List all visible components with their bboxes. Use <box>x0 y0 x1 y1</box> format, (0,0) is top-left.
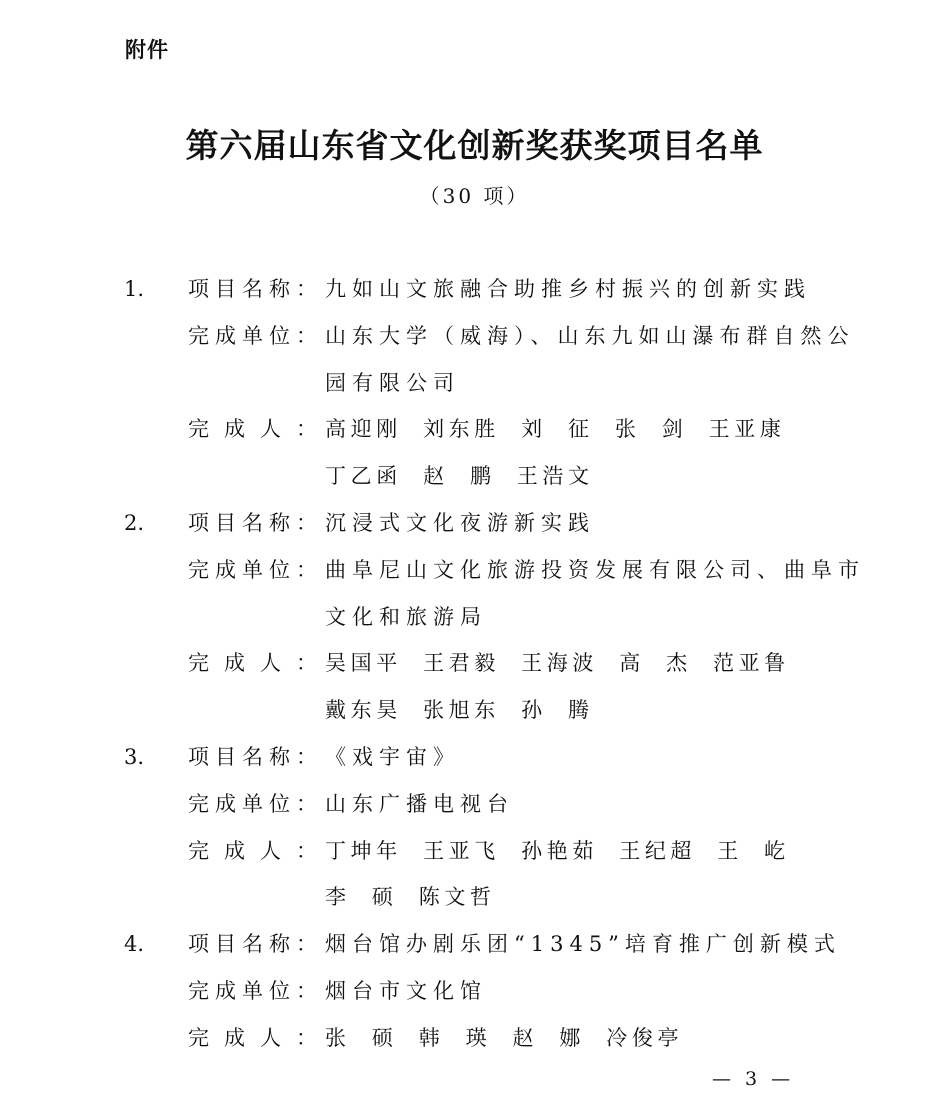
project-name-row <box>0 734 949 781</box>
document-subtitle: （30 项） <box>419 184 530 208</box>
project-item <box>0 266 949 500</box>
project-people-label: 完成人： <box>188 838 332 863</box>
project-name: 《戏宇宙》 <box>325 744 460 769</box>
project-item <box>0 500 949 734</box>
project-people-continued: 丁乙函 赵 鹏 王浩文 <box>325 464 594 489</box>
project-number: 2. <box>124 510 145 535</box>
project-unit: 曲阜尼山文化旅游投资发展有限公司、曲阜市 <box>325 557 865 582</box>
project-people-label: 完成人： <box>188 651 332 676</box>
project-item <box>0 734 949 921</box>
attachment-label: 附件 <box>125 38 169 62</box>
project-people-row <box>0 640 949 687</box>
project-people-row-continued <box>0 453 949 500</box>
project-people: 高迎刚 刘东胜 刘 征 张 剑 王亚康 <box>325 417 786 442</box>
project-unit-label: 完成单位： <box>188 557 323 582</box>
project-unit-continued: 文化和旅游局 <box>325 604 487 629</box>
project-people-row <box>0 1015 949 1062</box>
project-list <box>0 266 949 1062</box>
project-people-continued: 戴东昊 张旭东 孙 腾 <box>325 698 594 723</box>
project-number: 4. <box>124 932 145 957</box>
project-unit-row <box>0 547 949 594</box>
project-unit-label: 完成单位： <box>188 978 323 1003</box>
document-title: 第六届山东省文化创新奖获奖项目名单 <box>185 126 764 165</box>
project-unit: 山东大学（威海）、山东九如山瀑布群自然公 <box>325 323 855 348</box>
project-unit-continued: 园有限公司 <box>325 370 460 395</box>
project-unit-row <box>0 781 949 828</box>
project-people-row <box>0 406 949 453</box>
project-name-row <box>0 921 949 968</box>
project-unit-label: 完成单位： <box>188 323 323 348</box>
project-name-label: 项目名称： <box>188 510 323 535</box>
project-unit-row <box>0 968 949 1015</box>
project-unit: 烟台市文化馆 <box>325 978 487 1003</box>
project-people-continued: 李 硕 陈文哲 <box>325 885 496 910</box>
project-people-row-continued <box>0 687 949 734</box>
project-name-label: 项目名称： <box>188 744 323 769</box>
project-item <box>0 921 949 1061</box>
project-unit-row <box>0 313 949 360</box>
project-unit-row-continued <box>0 594 949 641</box>
project-number: 3. <box>124 744 145 769</box>
project-people: 吴国平 王君毅 王海波 高 杰 范亚鲁 <box>325 651 790 676</box>
project-unit: 山东广播电视台 <box>325 791 514 816</box>
project-name-row <box>0 500 949 547</box>
project-name: 沉浸式文化夜游新实践 <box>325 510 595 535</box>
project-number: 1. <box>124 277 145 301</box>
project-people-label: 完成人： <box>188 1025 332 1050</box>
project-name-row <box>0 266 949 313</box>
project-name-label: 项目名称： <box>188 277 323 301</box>
project-name: 烟台馆办剧乐团“1345”培育推广创新模式 <box>325 932 841 957</box>
project-unit-row-continued <box>0 360 949 407</box>
page-number: — 3 — <box>712 1068 795 1090</box>
project-name-label: 项目名称： <box>188 932 323 957</box>
project-people-row-continued <box>0 874 949 921</box>
project-unit-label: 完成单位： <box>188 791 323 816</box>
project-people: 张 硕 韩 瑛 赵 娜 冷俊亭 <box>325 1025 684 1050</box>
project-people: 丁坤年 王亚飞 孙艳茹 王纪超 王 屹 <box>325 838 790 863</box>
project-people-row <box>0 828 949 875</box>
project-people-label: 完成人： <box>188 417 332 442</box>
project-name: 九如山文旅融合助推乡村振兴的创新实践 <box>325 277 811 301</box>
